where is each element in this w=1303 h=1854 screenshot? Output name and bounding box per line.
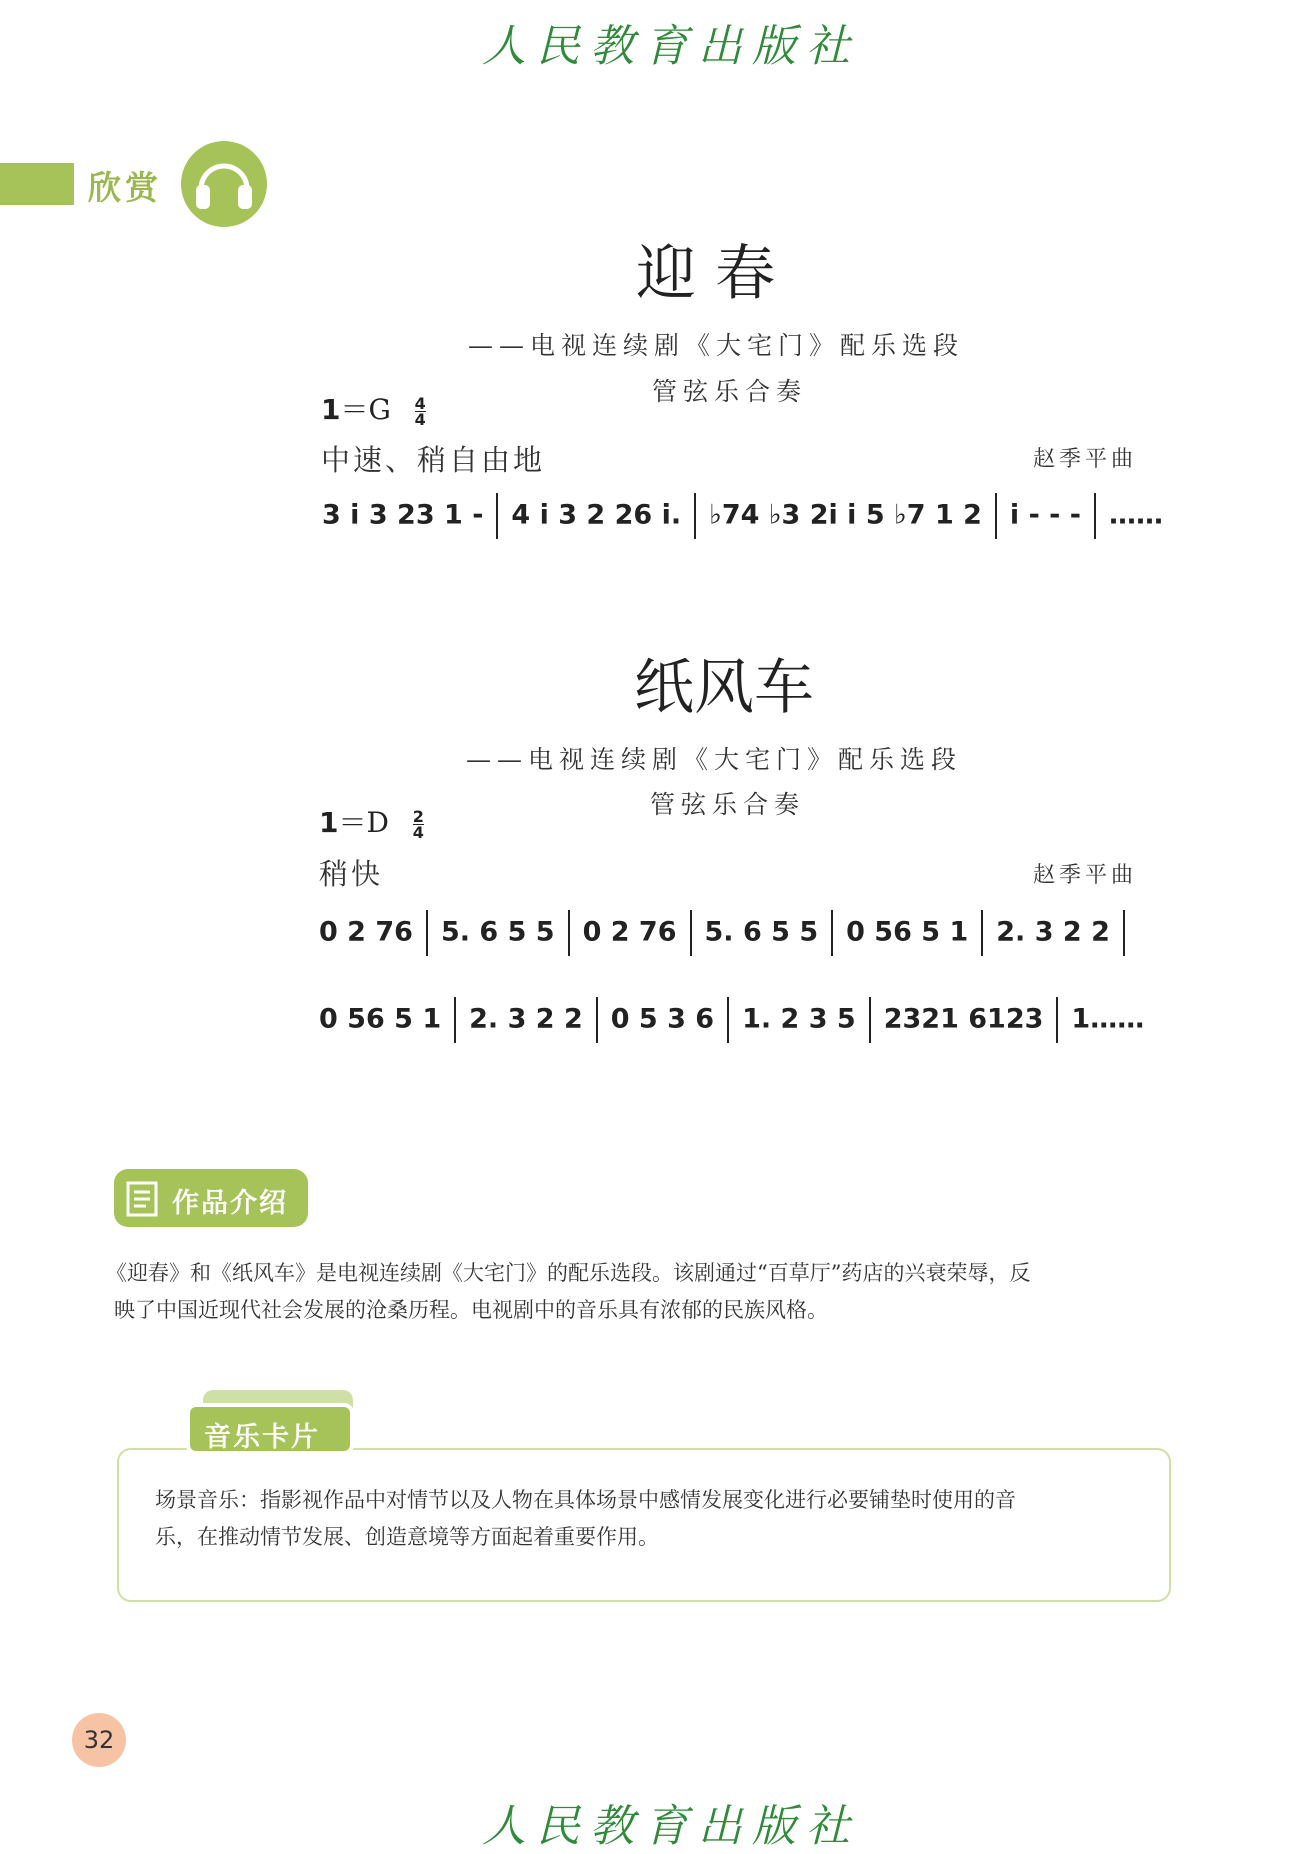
bar-line [1123, 910, 1125, 956]
measure: 2. 3 2 2 [996, 916, 1110, 948]
time-bottom-2: 4 [412, 822, 424, 842]
measure: 1. 2 3 5 [742, 1003, 856, 1035]
measure: 3 i 3 23 1 - [322, 499, 484, 531]
bar-line [1056, 997, 1058, 1043]
key-signature-2-num: 1 [319, 806, 339, 839]
music-card-text [155, 1482, 1155, 1556]
song-subtitle-2: ——电视连续剧《大宅门》配乐选段 [466, 745, 963, 774]
tempo-marking-2: 稍快 [319, 857, 384, 891]
intro-label: 作品介绍 [172, 1188, 288, 1219]
intro-text [106, 1255, 1206, 1329]
tempo-marking-1: 中速、稍自由地 [321, 443, 546, 477]
bar-line [454, 997, 456, 1043]
intro-text-line-1: 《迎春》和《纸风车》是电视连续剧《大宅门》的配乐选段。该剧通过“百草厅”药店的兴衰荣辱，反 [106, 1261, 1031, 1285]
music-card-text-line-2: 乐，在推动情节发展、创造意境等方面起着重要作用。 [155, 1525, 659, 1549]
key-signature-1-name: ＝G [340, 393, 391, 426]
key-signature-2 [319, 801, 424, 841]
music-card-text-line-1: 场景音乐：指影视作品中对情节以及人物在具体场景中感情发展变化进行必要铺垫时使用的音 [155, 1488, 1016, 1512]
bar-line [496, 493, 498, 539]
measure: 2. 3 2 2 [469, 1003, 583, 1035]
song-ensemble-2: 管弦乐合奏 [650, 790, 806, 819]
key-signature-1 [321, 388, 426, 428]
bar-line [1094, 493, 1096, 539]
headphones-icon [181, 141, 267, 227]
measure: 5. 6 5 5 [440, 916, 555, 948]
composer-2: 赵季平曲 [1033, 863, 1138, 888]
time-bottom-1: 4 [414, 409, 426, 429]
time-signature-2 [412, 806, 424, 842]
measure: 0 2 76 [582, 916, 677, 948]
measure: 5. 6 5 5 [704, 916, 819, 948]
intro-text-line-2: 映了中国近现代社会发展的沧桑历程。电视剧中的音乐具有浓郁的民族风格。 [114, 1298, 828, 1322]
bar-line [981, 910, 983, 956]
bar-line [596, 997, 598, 1043]
headphones-icon-badge [181, 141, 267, 227]
measure: 0 5 3 6 [610, 1003, 715, 1035]
notation-line-3 [319, 997, 1144, 1043]
bar-line [995, 493, 997, 539]
notation-line-2 [319, 910, 1138, 956]
measure: ♭74 ♭3 2i i 5 ♭7 1 2 [709, 499, 982, 531]
bar-line [831, 910, 833, 956]
notation-line-1 [322, 493, 1163, 539]
bar-line [568, 910, 570, 956]
bar-line [694, 493, 696, 539]
song-subtitle-1: ——电视连续剧《大宅门》配乐选段 [468, 331, 965, 360]
song-ensemble-1: 管弦乐合奏 [652, 377, 808, 406]
measure: 1…… [1071, 1003, 1145, 1035]
music-card-label: 音乐卡片 [204, 1422, 320, 1453]
measure: 2321 6123 [883, 1003, 1044, 1035]
time-signature-1 [414, 393, 426, 429]
measure: …… [1109, 499, 1163, 531]
song-title-zhifengche: 纸风车 [634, 653, 814, 723]
measure: 0 56 5 1 [319, 1003, 442, 1035]
measure: 0 56 5 1 [846, 916, 969, 948]
page-number: 32 [72, 1713, 126, 1767]
scroll-icon [122, 1177, 164, 1221]
measure: 4 i 3 2 26 i. [511, 499, 682, 531]
music-card-tab [186, 1403, 354, 1455]
intro-tag [114, 1169, 308, 1227]
publisher-logo-bottom: 人民教育出版社 [482, 1801, 860, 1852]
section-label: 欣赏 [88, 168, 162, 207]
bar-line [690, 910, 692, 956]
key-signature-1-num: 1 [321, 393, 341, 426]
composer-1: 赵季平曲 [1033, 447, 1138, 472]
publisher-logo-top: 人民教育出版社 [482, 21, 860, 72]
bar-line [869, 997, 871, 1043]
measure: 0 2 76 [319, 916, 413, 948]
measure: i - - - [1009, 499, 1081, 531]
bar-line [727, 997, 729, 1043]
time-top-2: 2 [412, 806, 424, 826]
key-signature-2-name: ＝D [338, 806, 389, 839]
bar-line [426, 910, 428, 956]
section-bar [0, 163, 74, 205]
time-top-1: 4 [414, 393, 426, 413]
song-title-yingchun: 迎 春 [636, 239, 776, 309]
